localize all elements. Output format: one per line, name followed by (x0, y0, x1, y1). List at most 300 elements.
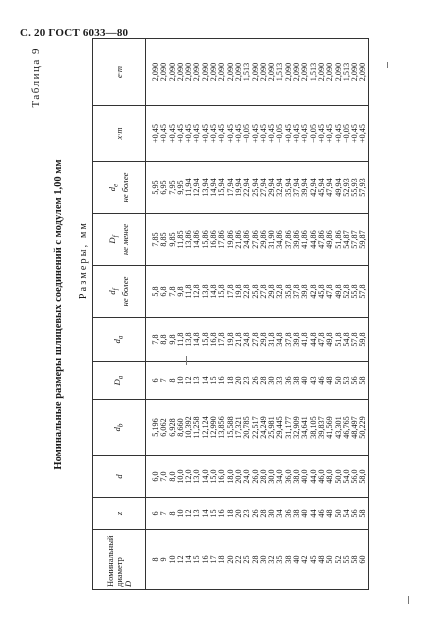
table-cell: 27,8 (252, 318, 260, 362)
table-row (243, 39, 251, 590)
table-row (252, 39, 260, 590)
column-header-line3: D (122, 580, 133, 587)
table-cell: 2,090 (169, 39, 177, 106)
table-cell: 57,8 (351, 318, 359, 362)
table-cell: 54,0 (343, 456, 351, 498)
table-cell: 40,0 (301, 456, 309, 498)
table-cell: 58 (359, 362, 368, 400)
table-cell: 2,090 (335, 39, 343, 106)
table-cell: 7 (160, 362, 168, 400)
table-cell: 13 (193, 498, 201, 530)
table-cell: +0,45 (227, 106, 235, 162)
table-cell: 56 (351, 362, 359, 400)
table-subtitle: Размеры, мм (78, 220, 89, 300)
table-cell: 2,090 (326, 39, 334, 106)
table-cell: 59,87 (359, 214, 368, 266)
table-cell: 12,124 (202, 400, 210, 456)
table-row (185, 39, 193, 590)
table-cell: 40 (301, 498, 309, 530)
table-cell: 14 (202, 498, 210, 530)
table-cell: 14,8 (193, 318, 201, 362)
table-cell: 16,86 (210, 214, 218, 266)
column-header-main: D (111, 379, 122, 386)
column-header-main: d (111, 339, 122, 344)
table-cell: 54,8 (343, 318, 351, 362)
table-cell: 48,497 (351, 400, 359, 456)
table-cell: +0,45 (252, 106, 260, 162)
table-cell: 24,249 (260, 400, 268, 456)
table-cell: 47,8 (326, 266, 334, 318)
column-header-subscript: f (111, 288, 120, 291)
table-cell: 1,513 (243, 39, 251, 106)
table-cell: 34,641 (301, 400, 309, 456)
table-cell: 2,090 (218, 39, 226, 106)
table-cell: 10 (169, 530, 177, 590)
table-cell: 33 (276, 362, 284, 400)
column-header (93, 39, 146, 106)
column-header-main: d (111, 427, 122, 432)
table-cell: 11,85 (177, 214, 185, 266)
table-cell: +0,45 (146, 106, 161, 162)
column-header-main: x·m (113, 127, 124, 140)
table-row (359, 39, 368, 590)
table-cell: 8 (169, 498, 177, 530)
table-cell: 2,090 (160, 39, 168, 106)
table-cell: 51,8 (335, 318, 343, 362)
table-cell: 8 (169, 362, 177, 400)
table-cell: 25,981 (268, 400, 276, 456)
table-body (146, 39, 369, 590)
table-cell: 42,8 (310, 266, 318, 318)
table-cell: 40 (293, 530, 301, 590)
table-cell: +0,45 (218, 106, 226, 162)
table-cell: 8 (146, 530, 161, 590)
table-cell: 49,86 (326, 214, 334, 266)
table-cell: 6 (146, 498, 161, 530)
table-cell: 15 (210, 498, 218, 530)
table-cell: 2,090 (252, 39, 260, 106)
column-header (93, 456, 146, 498)
table-cell: 2,090 (301, 39, 309, 106)
table-cell: 6,062 (160, 400, 168, 456)
table-cell: 2,090 (268, 39, 276, 106)
table-cell: 18 (227, 362, 235, 400)
table-cell: 13,8 (202, 266, 210, 318)
table-cell: 59,8 (359, 318, 368, 362)
table-cell: 49,8 (335, 266, 343, 318)
table-cell: 41,569 (326, 400, 334, 456)
table-cell: 8,0 (169, 456, 177, 498)
scan-mark (387, 62, 388, 68)
table-cell: +0,45 (359, 106, 368, 162)
table-cell: 39,837 (318, 400, 326, 456)
table-cell: −0,05 (276, 106, 284, 162)
table-cell: 25,8 (252, 266, 260, 318)
table-cell: 13,86 (185, 214, 193, 266)
table-cell: 34,8 (276, 318, 284, 362)
table-cell: 17 (210, 530, 218, 590)
table-cell: 57,93 (359, 162, 368, 214)
table-row (210, 39, 218, 590)
table-cell: 50,229 (359, 400, 368, 456)
table-cell: 29,8 (268, 266, 276, 318)
table-cell: +0,45 (285, 106, 293, 162)
table-cell: 38 (293, 362, 301, 400)
table-cell: 9 (160, 530, 168, 590)
table-cell: 31,177 (285, 400, 293, 456)
table-cell: 58 (351, 530, 359, 590)
table-cell: 2,090 (318, 39, 326, 106)
column-header-line2: не более (119, 172, 130, 203)
table-title: Номинальные размеры шлицевых соединений с модулем 1,00 мм (53, 159, 64, 470)
table-row (276, 39, 284, 590)
page-header: С. 20 ГОСТ 6033—80 (20, 27, 129, 39)
table-cell: 14,8 (210, 266, 218, 318)
table-cell: 12,8 (193, 266, 201, 318)
table-cell: 48 (326, 498, 334, 530)
table-cell: 2,090 (146, 39, 161, 106)
table-cell: 10 (177, 362, 185, 400)
table-cell: 39,8 (293, 318, 301, 362)
table-cell: +0,45 (160, 106, 168, 162)
table-cell: 37,94 (293, 162, 301, 214)
table-row (235, 39, 243, 590)
table-cell: 27,8 (260, 266, 268, 318)
table-cell: 32,94 (276, 162, 284, 214)
table-cell: −0,05 (243, 106, 251, 162)
table-cell: 45 (310, 530, 318, 590)
table-cell: 34,0 (276, 456, 284, 498)
table-cell: +0,45 (177, 106, 185, 162)
table-cell: 23 (243, 498, 251, 530)
table-cell: +0,45 (351, 106, 359, 162)
table-cell: 31,8 (268, 318, 276, 362)
table-cell: 6,0 (146, 456, 161, 498)
table-cell: 48,0 (326, 456, 334, 498)
column-header-line2: диаметр (113, 557, 124, 587)
table-cell: 2,090 (210, 39, 218, 106)
table-cell: 8,660 (177, 400, 185, 456)
table-cell: 35 (276, 530, 284, 590)
table-row (335, 39, 343, 590)
column-header-main: d (107, 186, 118, 192)
table-cell: 39,8 (301, 266, 309, 318)
table-row (326, 39, 334, 590)
table-row (177, 39, 185, 590)
table-cell: 42 (301, 530, 309, 590)
table-cell: 42,94 (310, 162, 318, 214)
table-cell: 60 (359, 530, 368, 590)
table-row (318, 39, 326, 590)
table-cell: 54 (343, 498, 351, 530)
column-header-main: d (107, 290, 118, 295)
table-cell: 2,090 (351, 39, 359, 106)
table-cell: +0,45 (326, 106, 334, 162)
table-cell: 34 (276, 498, 284, 530)
table-cell: 14,0 (202, 456, 210, 498)
table-cell: 38,0 (293, 456, 301, 498)
table-cell: 43,301 (335, 400, 343, 456)
table-cell: 13,8 (185, 318, 193, 362)
table-cell: 58 (359, 498, 368, 530)
table-cell: 53 (343, 362, 351, 400)
table-cell: 22,94 (243, 162, 251, 214)
table-cell: 1,513 (343, 39, 351, 106)
table-cell: 7,85 (146, 214, 161, 266)
table-cell: 46,765 (343, 400, 351, 456)
table-cell: 44,86 (310, 214, 318, 266)
table-cell: 14,94 (210, 162, 218, 214)
table-cell: 50,0 (335, 456, 343, 498)
table-cell: 37,8 (293, 266, 301, 318)
table-cell: 2,090 (193, 39, 201, 106)
table-cell: 20 (235, 362, 243, 400)
table-cell: 12,94 (193, 162, 201, 214)
table-cell: 56,0 (351, 456, 359, 498)
table-cell: 38 (293, 498, 301, 530)
table-cell: 13 (193, 362, 201, 400)
table-cell: 44 (310, 498, 318, 530)
table-cell: 20 (227, 530, 235, 590)
table-row (301, 39, 309, 590)
table-row (343, 39, 351, 590)
table-cell: 55,93 (351, 162, 359, 214)
table-cell: 12 (185, 498, 193, 530)
table-cell: 25,94 (252, 162, 260, 214)
table-cell: 19,8 (235, 266, 243, 318)
table-cell: 18,0 (227, 456, 235, 498)
table-cell: 21,86 (235, 214, 243, 266)
table-cell: 2,090 (202, 39, 210, 106)
table-cell: +0,45 (301, 106, 309, 162)
table-cell: 6,928 (169, 400, 177, 456)
table-cell: −0,05 (310, 106, 318, 162)
table-cell: 45,94 (318, 162, 326, 214)
table-cell: 28,0 (260, 456, 268, 498)
column-header-line2: не более (119, 276, 130, 307)
table-cell: 6,8 (160, 266, 168, 318)
column-header-main: D (107, 237, 118, 244)
table-cell: 19,8 (227, 318, 235, 362)
dimensions-table (92, 38, 369, 590)
table-cell: 34,86 (276, 214, 284, 266)
table-cell: 51,86 (335, 214, 343, 266)
table-cell: 15,94 (218, 162, 226, 214)
table-cell: 5,196 (146, 400, 161, 456)
table-cell: 12 (177, 530, 185, 590)
column-header (93, 318, 146, 362)
table-cell: 24,86 (243, 214, 251, 266)
table-cell: +0,45 (202, 106, 210, 162)
table-cell: −0,05 (343, 106, 351, 162)
table-cell: 5,8 (146, 266, 161, 318)
table-cell: 14 (185, 530, 193, 590)
table-cell: 13,94 (202, 162, 210, 214)
table-cell: 26 (252, 498, 260, 530)
table-cell: 46,0 (318, 456, 326, 498)
column-header (93, 498, 146, 530)
table-cell: 6 (146, 362, 161, 400)
table-cell: 19,86 (227, 214, 235, 266)
table-cell: 10 (177, 498, 185, 530)
table-cell: 15,588 (227, 400, 235, 456)
table-cell: 1,513 (310, 39, 318, 106)
table-cell: 17,321 (235, 400, 243, 456)
table-row (193, 39, 201, 590)
table-row (169, 39, 177, 590)
table-cell: +0,45 (293, 106, 301, 162)
table-cell: 2,090 (260, 39, 268, 106)
table-cell: 2,090 (227, 39, 235, 106)
table-cell: 52,93 (343, 162, 351, 214)
table-cell: +0,45 (210, 106, 218, 162)
table-cell: 35,94 (285, 162, 293, 214)
table-cell: 24,8 (243, 318, 251, 362)
table-cell: 12,990 (210, 400, 218, 456)
table-cell: 49,8 (326, 318, 334, 362)
table-cell: 25 (243, 530, 251, 590)
column-header-main: Номинальный (104, 535, 115, 587)
table-cell: 27,94 (260, 162, 268, 214)
column-header (93, 400, 146, 456)
table-cell: 29,445 (276, 400, 284, 456)
scan-mark (408, 596, 409, 604)
table-cell: 15,0 (210, 456, 218, 498)
table-row (227, 39, 235, 590)
table-cell: 30,0 (268, 456, 276, 498)
table-cell: 2,090 (293, 39, 301, 106)
table-cell: 1,513 (276, 39, 284, 106)
table-cell: 24,0 (243, 456, 251, 498)
table-cell: 14 (202, 362, 210, 400)
table-cell: 50 (326, 530, 334, 590)
table-cell: 52 (335, 530, 343, 590)
table-cell: 47,8 (318, 318, 326, 362)
table-cell: 2,090 (359, 39, 368, 106)
table-cell: 16,0 (218, 456, 226, 498)
table-cell: +0,45 (318, 106, 326, 162)
table-cell: 30 (268, 362, 276, 400)
column-header-subscript: f (111, 235, 120, 238)
table-cell: 29,94 (268, 162, 276, 214)
table-head (93, 39, 146, 590)
table-cell: 49,94 (335, 162, 343, 214)
column-header-subscript: b (116, 423, 125, 428)
table-cell: 36 (285, 362, 293, 400)
table-cell: +0,45 (193, 106, 201, 162)
table-cell: 37,86 (285, 214, 293, 266)
table-cell: 45,8 (318, 266, 326, 318)
table-cell: 19,94 (235, 162, 243, 214)
table-cell: 41,8 (301, 318, 309, 362)
table-cell: 46 (318, 498, 326, 530)
table-cell: 55 (343, 530, 351, 590)
table-cell: 48 (326, 362, 334, 400)
table-cell: 50 (335, 498, 343, 530)
table-cell: 26 (252, 362, 260, 400)
table-cell: 11,258 (193, 400, 201, 456)
table-cell: 2,090 (285, 39, 293, 106)
column-header (93, 266, 146, 318)
table-cell: 5,95 (146, 162, 161, 214)
table-cell: 17,8 (218, 318, 226, 362)
table-cell: 44,8 (310, 318, 318, 362)
table-row (160, 39, 168, 590)
table-row (260, 39, 268, 590)
column-header (93, 214, 146, 266)
table-cell: 13,856 (218, 400, 226, 456)
table-cell: 15 (193, 530, 201, 590)
table-cell: 50 (335, 362, 343, 400)
table-cell: 8,85 (160, 214, 168, 266)
table-cell: 57,8 (359, 266, 368, 318)
column-header (93, 106, 146, 162)
table-cell: 29,8 (260, 318, 268, 362)
table-cell: +0,45 (335, 106, 343, 162)
column-header (93, 530, 146, 590)
table-cell: 36,0 (285, 456, 293, 498)
table-cell: 16 (202, 530, 210, 590)
table-cell: 54,87 (343, 214, 351, 266)
table-number: Таблица 9 (30, 47, 42, 108)
table-cell: 36 (285, 498, 293, 530)
table-cell: 56 (351, 498, 359, 530)
table-cell: 17,94 (227, 162, 235, 214)
table-cell: +0,45 (169, 106, 177, 162)
table-cell: 37,8 (285, 318, 293, 362)
table-cell: 23 (243, 362, 251, 400)
table-row (351, 39, 359, 590)
table-cell: 52,8 (343, 266, 351, 318)
table-cell: 17,8 (227, 266, 235, 318)
table-cell: 2,090 (185, 39, 193, 106)
table-cell: 22,517 (252, 400, 260, 456)
table-cell: 17,86 (218, 214, 226, 266)
table-row (310, 39, 318, 590)
table-cell: 58,0 (359, 456, 368, 498)
rotated-table-block (30, 39, 410, 590)
table-cell: 47,86 (318, 214, 326, 266)
table-cell: 43 (310, 362, 318, 400)
column-header-main: z (113, 511, 124, 516)
table-cell: 55,8 (351, 266, 359, 318)
table-cell: 39,94 (301, 162, 309, 214)
table-cell: 48 (318, 530, 326, 590)
table-cell: 15,86 (202, 214, 210, 266)
table-cell: 7 (160, 498, 168, 530)
table-cell: 9,8 (177, 266, 185, 318)
table-cell: 57,87 (351, 214, 359, 266)
table-cell: 38 (285, 530, 293, 590)
table-row (218, 39, 226, 590)
table-cell: +0,45 (268, 106, 276, 162)
table-row (285, 39, 293, 590)
table-cell: 39,86 (293, 214, 301, 266)
table-cell: 30 (268, 498, 276, 530)
table-cell: 29,86 (260, 214, 268, 266)
table-cell: 10,392 (185, 400, 193, 456)
table-cell: 35,8 (285, 266, 293, 318)
table-cell: 7,8 (169, 266, 177, 318)
column-header (93, 162, 146, 214)
table-cell: 7,8 (146, 318, 161, 362)
table-row (268, 39, 276, 590)
table-cell: 11,8 (177, 318, 185, 362)
column-header-subscript: a (116, 375, 125, 380)
column-header-main: e·m (113, 65, 124, 79)
table-cell: 18 (218, 530, 226, 590)
table-row (146, 39, 161, 590)
